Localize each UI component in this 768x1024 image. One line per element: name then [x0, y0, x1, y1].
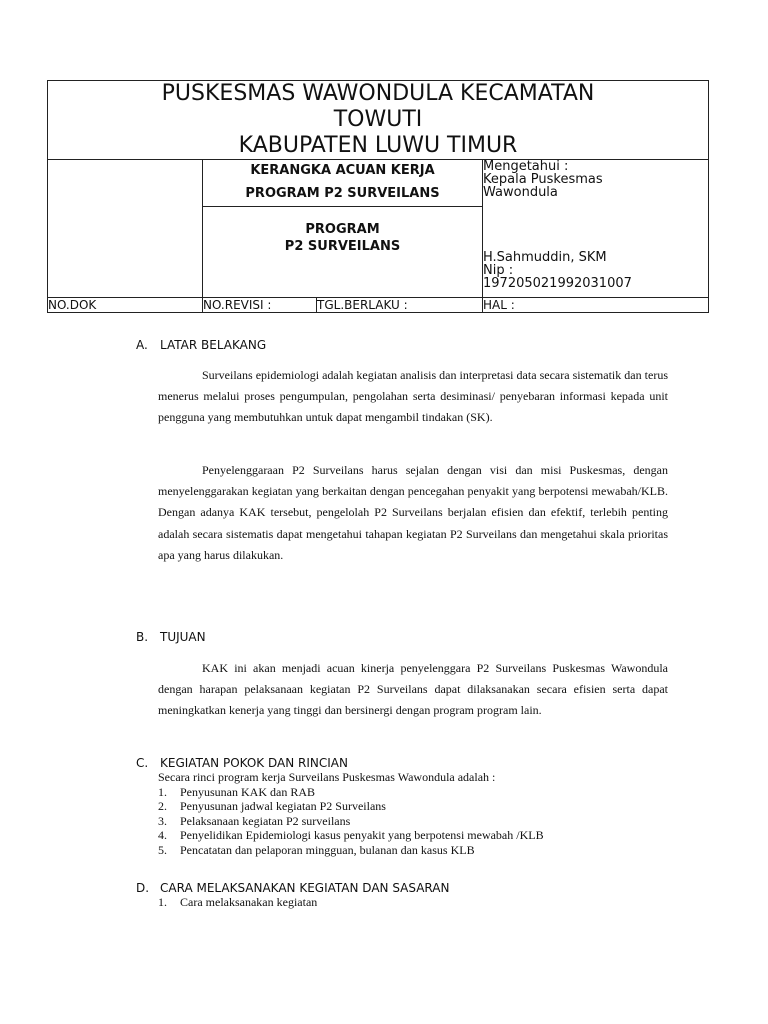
list-item: 1. Cara melaksanakan kegiatan	[158, 895, 318, 909]
section-c-list	[158, 770, 544, 858]
section-b-title: TUJUAN	[160, 630, 206, 644]
section-b-letter: B.	[136, 630, 149, 644]
section-a-paragraph-1-text: Surveilans epidemiologi adalah kegiatan analisis dan interpretasi data secara sistematik dan terus menerus melalui proses pengumpulan, pengolahan serta desiminasi/ penyebaran informasi kepada unit pengguna yang membutuhkan untuk dapat mengambil tindakan (SK).	[158, 368, 668, 425]
sign-line1: Mengetahui :	[483, 159, 569, 174]
list-item: 5. Pencatatan dan pelaporan mingguan, bulanan dan kasus KLB	[158, 842, 475, 857]
logo-cell	[48, 160, 203, 298]
document-header-table	[47, 80, 709, 313]
header-title-line3: KABUPATEN LUWU TIMUR	[238, 133, 518, 158]
list-item: 1. Penyusunan KAK dan RAB	[158, 784, 315, 799]
section-c-intro: Secara rinci program kerja Surveilans Puskesmas Wawondula adalah :	[158, 770, 496, 784]
section-b-paragraph-1-text: KAK ini akan menjadi acuan kinerja penyelenggara P2 Surveilans Puskesmas Wawondula dengan harapan pelaksanaan kegiatan P2 Surveilans dapat dilaksanakan secara efisien serta dapat meningkatkan kenerja yang tinggi dan bersinergi dengan program program lain.	[158, 661, 668, 718]
kak-line1: KERANGKA ACUAN KERJA	[250, 163, 435, 178]
program-line2: P2 SURVEILANS	[284, 239, 401, 254]
section-b-paragraph-1	[158, 658, 668, 722]
sign-line3: Wawondula	[483, 185, 558, 200]
header-title	[48, 81, 709, 160]
section-d-title: CARA MELAKSANAKAN KEGIATAN DAN SASARAN	[160, 881, 450, 895]
program-line1: PROGRAM	[305, 222, 380, 237]
list-item: 2. Penyusunan jadwal kegiatan P2 Surveilans	[158, 799, 386, 814]
section-c-letter: C.	[136, 756, 149, 770]
list-item: 3. Pelaksanaan kegiatan P2 surveilans	[158, 813, 351, 828]
tgl-berlaku-cell: TGL.BERLAKU :	[317, 298, 483, 313]
no-revisi-cell: NO.REVISI :	[203, 298, 317, 313]
section-d-letter: D.	[136, 881, 150, 895]
section-c-title: KEGIATAN POKOK DAN RINCIAN	[160, 756, 348, 770]
header-title-line1: PUSKESMAS WAWONDULA KECAMATAN	[161, 81, 595, 106]
sign-line2: Kepala Puskesmas	[483, 172, 603, 187]
kak-cell	[203, 160, 483, 298]
list-item: 4. Penyelidikan Epidemiologi kasus penyakit yang berpotensi mewabah /KLB	[158, 828, 544, 843]
header-title-line2: TOWUTI	[333, 107, 423, 132]
sign-nip: 197205021992031007	[483, 276, 632, 291]
section-a-letter: A.	[136, 338, 148, 352]
kak-line2: PROGRAM P2 SURVEILANS	[203, 184, 482, 207]
section-a-paragraph-1	[158, 365, 668, 429]
section-d-list	[158, 895, 317, 910]
sign-cell	[483, 160, 709, 298]
sign-nip-label: Nip :	[483, 263, 514, 278]
no-dok-cell: NO.DOK	[48, 298, 203, 313]
section-a-title: LATAR BELAKANG	[160, 338, 267, 352]
section-a-paragraph-2	[158, 460, 668, 566]
sign-name: H.Sahmuddin, SKM	[483, 250, 607, 265]
section-a-paragraph-2-text: Penyelenggaraan P2 Surveilans harus sejalan dengan visi dan misi Puskesmas, dengan menyelenggarakan kegiatan yang berkaitan dengan pencegahan penyakit yang berpotensi mewabah/KLB. Dengan adanya KAK tersebut, pengelolah P2 Surveilans berjalan efisien dan efektif, terlebih penting adalah secara sistematis dapat mengetahui tahapan kegiatan P2 Surveilans dan mengetahui skala prioritas apa yang harus dilakukan.	[158, 463, 668, 562]
hal-cell: HAL :	[483, 298, 709, 313]
